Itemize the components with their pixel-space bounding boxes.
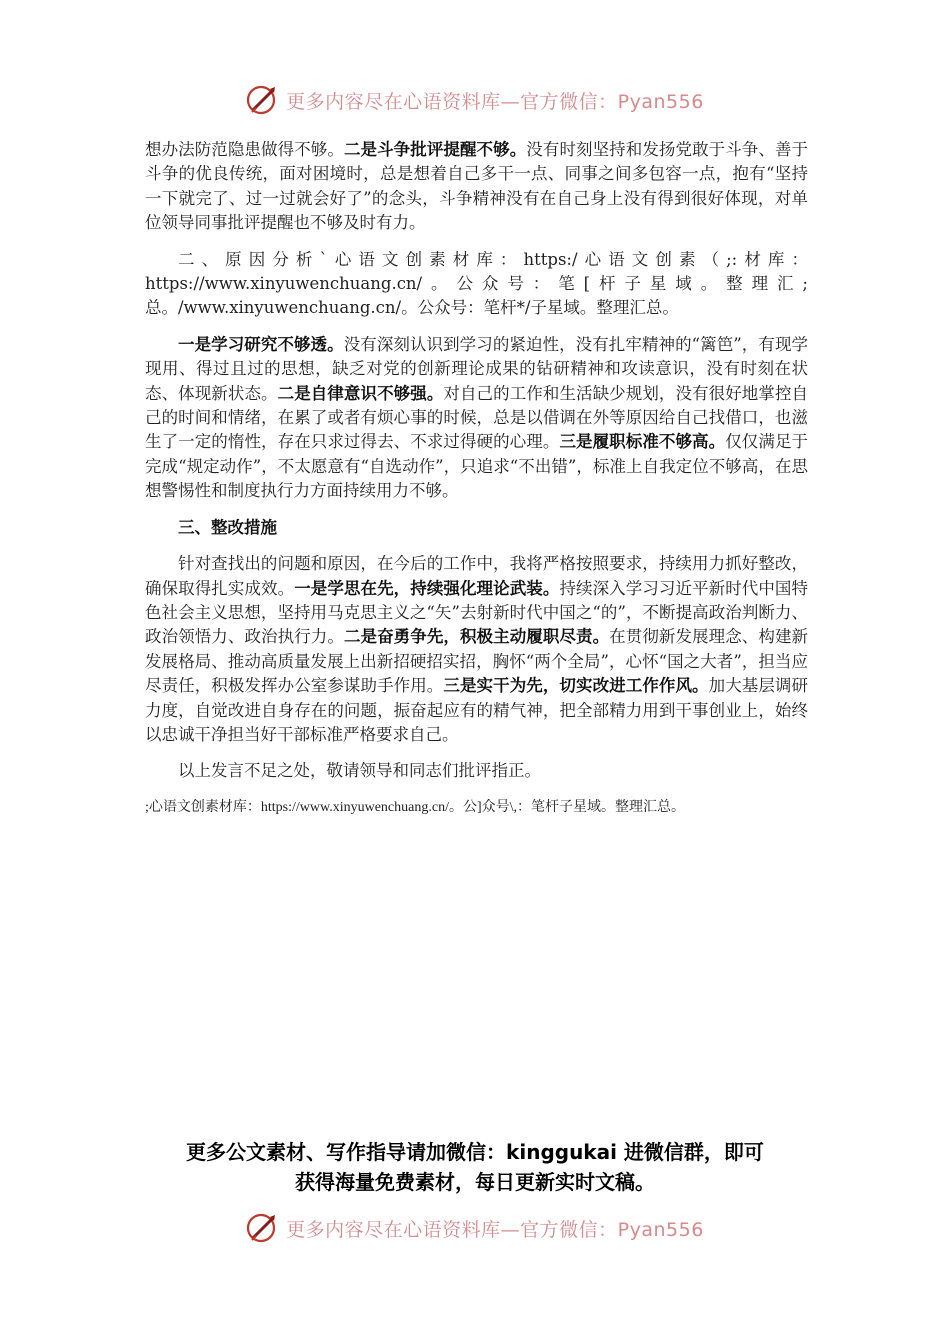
source-note: ;心语文创素材库：https://www.xinyuwenchuang.cn/。公]众号\,：笔杆子星域。整理汇总。: [145, 799, 686, 815]
pen-logo-icon: [246, 1211, 280, 1245]
promo-line-1: 更多公文素材、写作指导请加微信：kinggukai 进微信群，即可: [186, 1140, 764, 1164]
paragraph-3: 一是学习研究不够透。没有深刻认识到学习的紧迫性，没有扎牢精神的“篱笆”，有现学现用、得过且过的思想，缺乏对党的创新理论成果的钻研精神和攻读意识，没有时刻在状态、体现新状态。二是自律意识不够强。对自己的工作和生活缺少规划，没有很好地掌控自己的时间和情绪，在累了或者有烦心事的时候，总是以借调在外等原因给自己找借口，也滋生了一定的惰性，存在只求过得去、不求过得硬的心理。三是履职标准不够高。仅仅满足于完成“规定动作”，不太愿意有“自选动作”，只追求“不出错”，标准上自我定位不够高，在思想警惕性和制度执行力方面持续用力不够。: [145, 334, 809, 501]
promo-line-2: 获得海量免费素材，每日更新实时文稿。: [295, 1170, 655, 1194]
closing-paragraph: 以上发言不足之处，敬请领导和同志们批评指正。: [178, 761, 541, 781]
section-heading-rectification: 三、整改措施: [178, 517, 277, 537]
paragraph-cause-heading: 二、原因分析`心语文创素材库：https:/心语文创素（;:材库：https://www.xinyuwenchuang.cn/。公众号：笔[杆子星域。整理汇;总。/www.xinyuwenchuang.cn/。公众号：笔杆*/子星域。整理汇总。: [145, 249, 808, 318]
paragraph-4: 针对查找出的问题和原因，在今后的工作中，我将严格按照要求，持续用力抓好整改，确保取得扎实成效。一是学思在先，持续强化理论武装。持续深入学习习近平新时代中国特色社会主义思想，坚持用马克思主义之“矢”去射新时代中国之“的”，不断提高政治判断力、政治领悟力、政治执行力。二是奋勇争先，积极主动履职尽责。在贯彻新发展理念、构建新发展格局、推动高质量发展上出新招硬招实招，胸怀“两个全局”，心怀“国之大者”，担当应尽责任，积极发挥办公室参谋助手作用。三是实干为先，切实改进工作作风。加大基层调研力度，自觉改进自身存在的问题，振奋起应有的精气神，把全部精力用到干事创业上，始终以忠诚干净担当好干部标准严格要求自己。: [145, 554, 809, 744]
header-banner: [0, 80, 950, 120]
paragraph-1: 想办法防范隐患做得不够。二是斗争批评提醒不够。没有时刻坚持和发扬党敢于斗争、善于斗争的优良传统，面对困境时，总是想着自己多干一点、同事之间多包容一点，抱有“坚持一下就完了、过一过就会好了”的念头，斗争精神没有在自己身上没有得到很好体现，对单位领导同事批评提醒也不够及时有力。: [145, 140, 809, 233]
footer-banner: [0, 1208, 950, 1248]
wechat-id: Pyan556: [617, 1218, 704, 1241]
promo-text: [100, 1137, 850, 1197]
banner-text: 更多内容尽在心语资料库—官方微信：Pyan556: [286, 90, 704, 113]
wechat-id: Pyan556: [617, 90, 704, 113]
banner-text: 更多内容尽在心语资料库—官方微信：Pyan556: [286, 1218, 704, 1241]
document-body: [145, 138, 808, 832]
pen-logo-icon: [246, 83, 280, 117]
